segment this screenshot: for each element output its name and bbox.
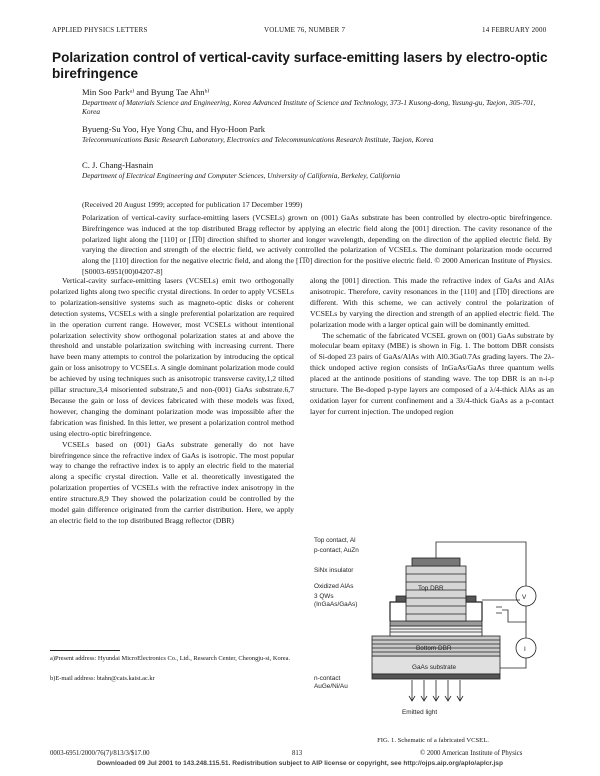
label-oxidized-alas: Oxidized AlAs bbox=[314, 583, 354, 590]
label-emitted-light: Emitted light bbox=[402, 709, 438, 716]
body-right-column bbox=[310, 276, 554, 418]
affiliation-1: Department of Materials Science and Engineering, Korea Advanced Institute of Science and Technology, 373-1 Kusong-dong, Yusung-gu, Taejon, 305-701, Korea bbox=[82, 98, 536, 117]
label-top-contact: Top contact, Al bbox=[314, 537, 356, 544]
paper-title: Polarization control of vertical-cavity surface-emitting lasers by electro-optic birefringence bbox=[52, 50, 548, 81]
page-number: 813 bbox=[292, 750, 303, 757]
author-line-1: Min Soo Parkᵃ⁾ and Byung Tae Ahnᵇ⁾ bbox=[82, 87, 210, 97]
author-line-2: Byueng-Su Yoo, Hye Yong Chu, and Hyo-Hoon Park bbox=[82, 124, 266, 134]
body-left-column bbox=[50, 276, 294, 527]
journal-name: APPLIED PHYSICS LETTERS bbox=[52, 26, 148, 34]
label-gaas-substrate: GaAs substrate bbox=[412, 664, 457, 671]
label-voltage-source: V bbox=[522, 594, 527, 601]
label-n-contact: n-contact bbox=[314, 675, 341, 682]
label-bottom-dbr: Bottom DBR bbox=[416, 645, 452, 652]
body-paragraph: along the [001] direction. This made the refractive index of GaAs and AlAs anisotropic. Therefore, cavity resonances in the [110] and [1̅1̅0] directions are different. With this scheme, we can actively control the polarization of VCSELs by varying the direction and strength of an applied electric field. The polarization mode with a larger optical gain will be dominantly emitted. bbox=[310, 276, 554, 329]
author-line-3: C. J. Chang-Hasnain bbox=[82, 160, 154, 170]
label-p-contact: p-contact, AuZn bbox=[314, 547, 359, 554]
vcsel-schematic-figure bbox=[312, 528, 554, 726]
label-quantum-wells: 3 QWs bbox=[314, 593, 334, 600]
download-notice: Downloaded 09 Jul 2001 to 143.248.115.51. Redistribution subject to AIP license or copyright, see http://ojps.aip.org/aplo/aplcr.jsp bbox=[97, 760, 503, 767]
label-sinx-insulator: SiNx insulator bbox=[314, 567, 354, 574]
label-current-source: I bbox=[524, 646, 526, 653]
label-ingaas-gaas: (InGaAs/GaAs) bbox=[314, 601, 358, 608]
footnote-b: b)E-mail address: btahn@cais.kaist.ac.kr bbox=[50, 675, 155, 682]
issue-date: 14 FEBRUARY 2000 bbox=[482, 26, 547, 34]
body-paragraph: VCSELs based on (001) GaAs substrate generally do not have birefringence since the refractive index of GaAs is isotropic. The most popular way to change the refractive index is to apply an electric field to the material along a specific crystal direction. Valle et al. theoretically investigated the polarization properties of VCSELs with the refractive index anisotropy in the entire structure.8,9 They showed the polarization could be controlled by the model gain difference originated from the carrier distribution. Here, we apply an electric field to the top distributed Bragg reflector (DBR) bbox=[50, 439, 294, 525]
footnote-a: a)Present address: Hyundai MicroElectronics Co., Ltd., Research Center, Cheongju-si, Korea. bbox=[50, 655, 291, 662]
body-paragraph: The schematic of the fabricated VCSEL grown on (001) GaAs substrate by molecular beam epitaxy (MBE) is shown in Fig. 1. The bottom DBR consists of Si-doped 23 pairs of GaAs/AlAs with Al0.3Ga0.7As grading layers. The 2λ-thick undoped active region consists of InGaAs/GaAs three quantum wells placed at the antinode positions of standing wave. The top DBR is an n-i-p structure. The Be-doped p-type layers are composed of a λ/4-thick AlAs as an oxidation layer for current confinement and a 3λ/4-thick GaAs as a p-contact layer for current injection. The undoped region bbox=[310, 330, 554, 416]
article-code: 0003-6951/2000/76(7)/813/3/$17.00 bbox=[50, 750, 150, 757]
abstract: Polarization of vertical-cavity surface-emitting lasers (VCSELs) grown on (001) GaAs substrate has been controlled by electro-optic birefringence. Birefringence was induced at the top distributed Bragg reflector by applying an electric field along the [001] direction. The cavity resonance of the polarized light along the [110] or [1̅1̅0] direction shifted to shorter and longer wavelength, depending on the direction of the applied electric field. By varying the direction and strength of the electric field, we actively controlled the polarization of VCSELs. The dominant polarization mode occurred along the [110] direction for the negative electric field, and along the [1̅1̅0] direction for the positive electric field. © 2000 American Institute of Physics. [S0003-6951(00)04207-8] bbox=[82, 213, 552, 276]
received-dates: (Received 20 August 1999; accepted for publication 17 December 1999) bbox=[82, 200, 303, 209]
affiliation-3: Department of Electrical Engineering and Computer Sciences, University of California, Berkeley, California bbox=[82, 171, 401, 180]
figure-caption: FIG. 1. Schematic of a fabricated VCSEL. bbox=[377, 737, 489, 744]
label-auge-ni-au: AuGe/Ni/Au bbox=[314, 683, 348, 690]
affiliation-2: Telecommunications Basic Research Laboratory, Electronics and Telecommunications Research Institute, Taejon, Korea bbox=[82, 135, 434, 144]
body-paragraph: Vertical-cavity surface-emitting lasers (VCSELs) emit two orthogonally polarized lights along two specific crystal directions. In order to apply VCSELs to polarization-sensitive systems such as magneto-optic disks or coherent detection systems, VCSELs with a single preferential polarization are required in the operation current range. However, most VCSELs without intentional polarization selectivity show orthogonal polarization states at and above the threshold and unstable polarization switching with increasing current. There have been many attempts to control the polarization by introducing the optical gain or loss anisotropy to VCSELs. A single dominant polarization mode could be achieved by using techniques such as anisotropic transverse cavity,1,2 tilted pillar structure,3,4 misoriented substrate,5 and non-(001) GaAs substrate.6,7 Because the gain or loss of devices fabricated with these models was fixed, however, changing the dominant polarization mode was impossible after the fabrication was finished. In this letter, we present a polarization control method using electro-optic birefringence. bbox=[50, 276, 294, 438]
label-top-dbr: Top DBR bbox=[418, 585, 444, 592]
copyright-notice: © 2000 American Institute of Physics bbox=[420, 750, 523, 757]
footnote-rule bbox=[50, 650, 120, 651]
volume-number: VOLUME 76, NUMBER 7 bbox=[264, 26, 346, 34]
